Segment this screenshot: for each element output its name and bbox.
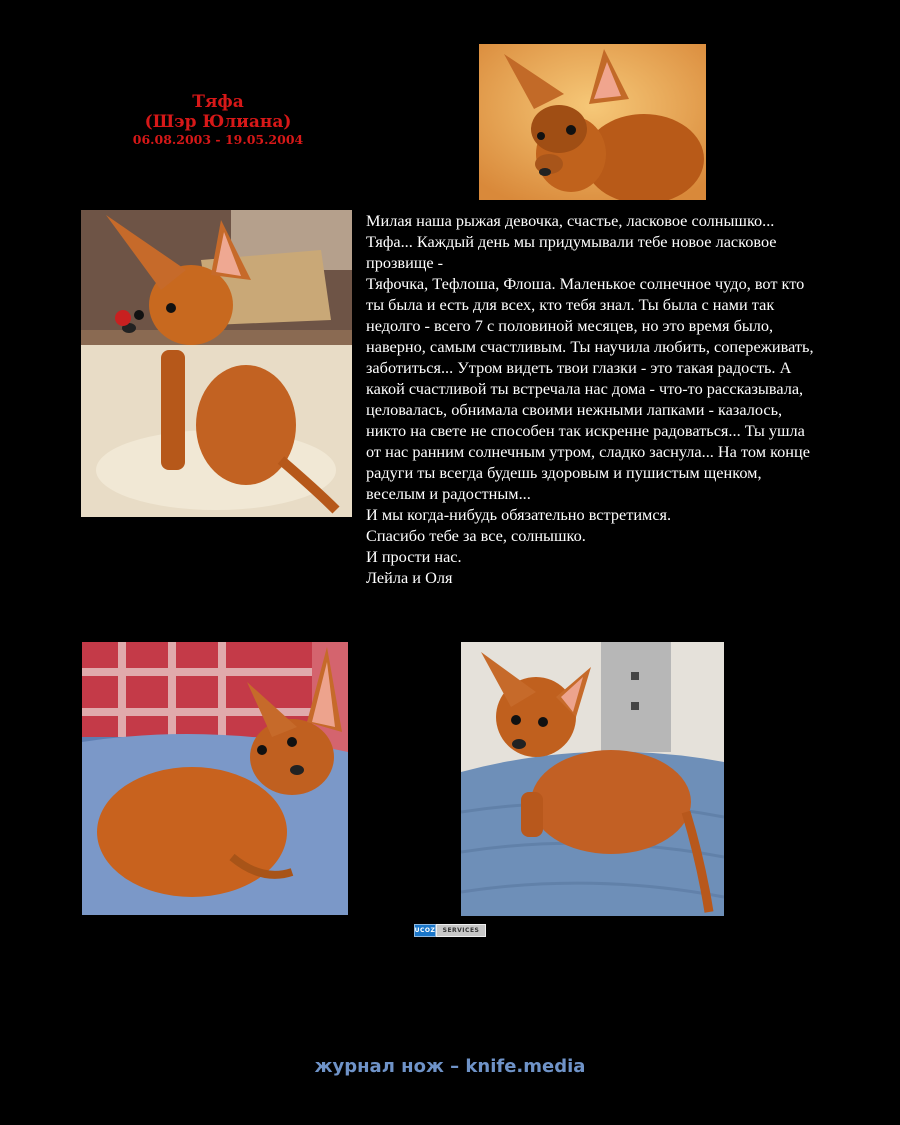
story-signature: Лейла и Оля	[366, 568, 453, 587]
story-line: Тяфа... Каждый день мы придумывали тебе новое ласковое прозвище -	[366, 232, 777, 272]
pet-dates: 06.08.2003 - 19.05.2004	[132, 132, 304, 147]
pet-name: Тяфа	[192, 92, 244, 112]
badge-right: SERVICES	[436, 924, 486, 937]
memorial-text	[366, 210, 816, 588]
story-line: Спасибо тебе за все, солнышко.	[366, 526, 586, 545]
photo-puppy-lying	[82, 642, 348, 915]
photo-puppy-sitting	[81, 210, 352, 517]
story-line: Тяфочка, Тефлоша, Флоша. Маленькое солнечное чудо, вот кто ты была и есть для всех, кто тебя знал. Ты была с нами так недолго - всего 7 с половиной месяцев, но это время было, наверно, самым счастливым. Ты научила любить, сопереживать, заботиться... Утром видеть твои глазки - это такая радость. А какой счастливой ты встречала нас дома - что-то рассказывала, целовалась, обнимала своими нежными лапками - казалось, никто на свете не способен так искренне радоваться... Ты ушла от нас ранним солнечным утром, сладко заснула... На том конце радуги ты всегда будешь здоровым и пушистым щенком, веселым и радостным...	[366, 274, 814, 503]
photo-puppy-on-jeans	[461, 642, 724, 916]
photo-puppy-closeup	[479, 44, 706, 200]
pet-full-name: (Шэр Юлиана)	[144, 112, 292, 132]
badge-left: UCOZ	[414, 924, 436, 937]
story-line: Милая наша рыжая девочка, счастье, ласковое солнышко...	[366, 211, 775, 230]
ucoz-services-badge[interactable]	[414, 924, 486, 937]
story-line: И прости нас.	[366, 547, 462, 566]
story-line: И мы когда-нибудь обязательно встретимся.	[366, 505, 672, 524]
footer-watermark: журнал нож – knife.media	[314, 1056, 586, 1077]
memorial-title	[100, 92, 336, 148]
